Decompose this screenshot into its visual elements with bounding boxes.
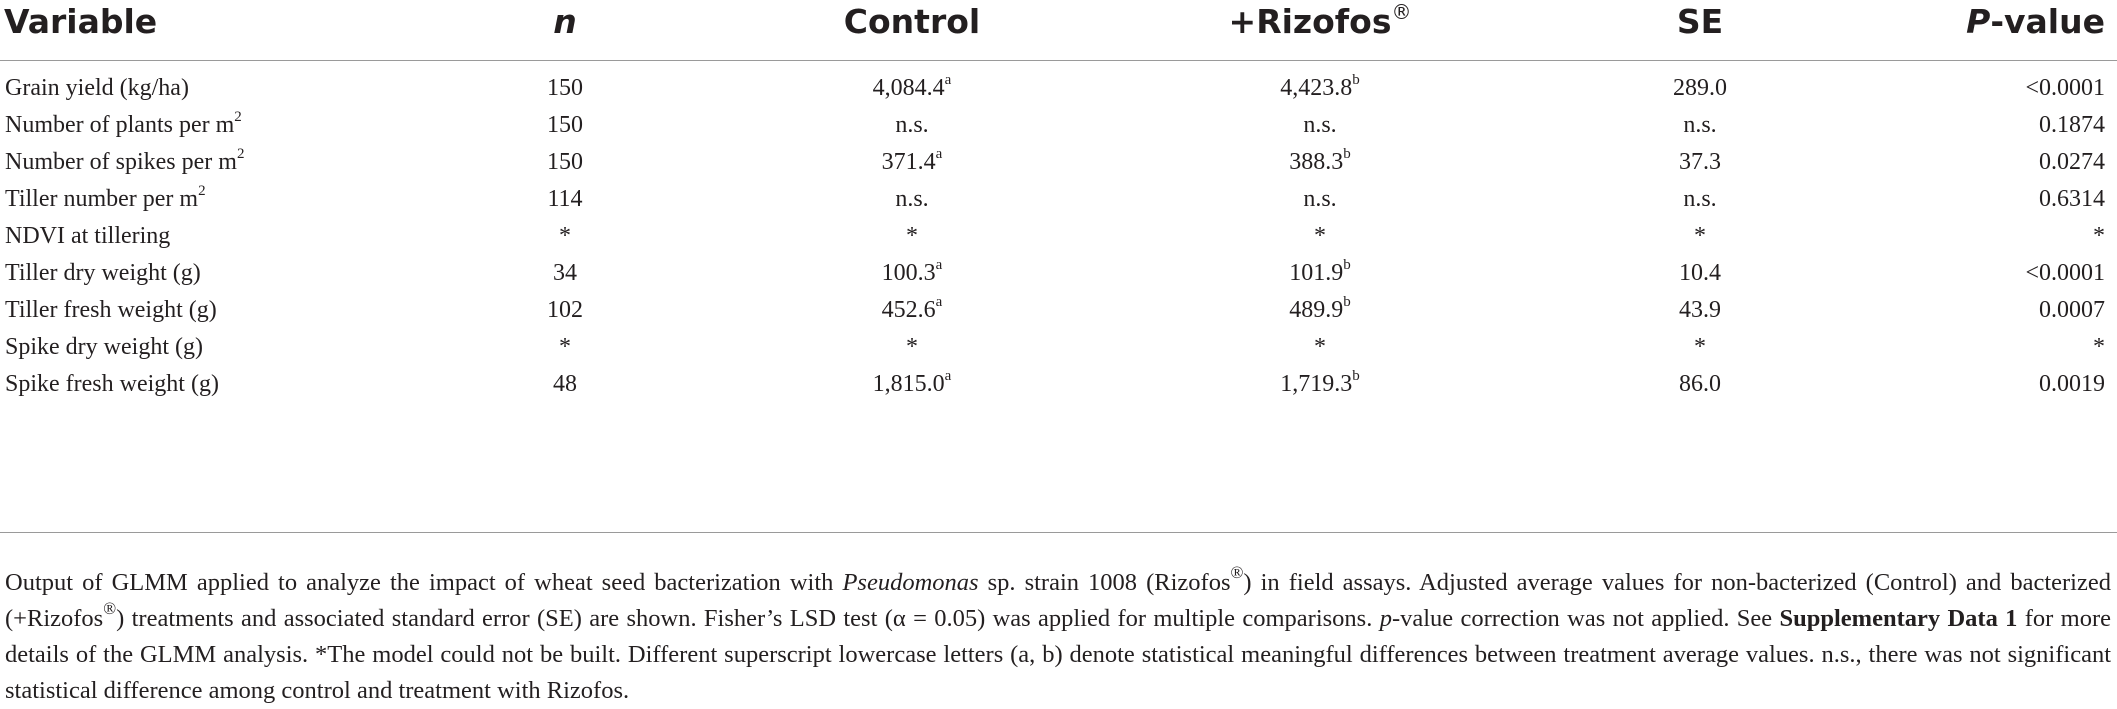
cell-variable-value: Spike fresh weight (g) [5,371,219,397]
cell-variable [5,332,203,362]
cell-control-value: * [906,334,918,360]
cell-variable-value: Tiller dry weight (g) [5,260,201,286]
cell-control-superscript: a [935,146,943,162]
cell-p-value: <0.0001 [2025,260,2105,286]
cell-p-value: 0.0274 [2039,149,2105,175]
cell-p [2039,110,2105,140]
cell-rizofos [1289,147,1351,177]
cell-se-value: 43.9 [1679,297,1721,323]
cell-variable-superscript: 2 [234,109,242,125]
cell-variable-value: Tiller number per m [5,186,199,212]
cell-n-value: * [559,223,571,249]
cell-p [2025,73,2105,103]
bottom-rule [0,532,2117,533]
cell-control [906,332,918,362]
cell-p-value: <0.0001 [2025,75,2105,101]
cell-control-value: 4,084.4 [872,75,945,101]
cell-se [1679,147,1721,177]
cell-se [1694,221,1706,251]
cell-control-value: n.s. [895,186,929,212]
cell-control-value: 1,815.0 [872,371,945,397]
cell-control [906,221,918,251]
cell-n-value: 150 [547,112,583,138]
cell-control [873,369,952,399]
cell-variable-value: NDVI at tillering [5,223,171,249]
cell-se [1694,332,1706,362]
cell-p [2039,295,2105,325]
caption-text-9: for more details of the GLMM analysis. *The model could not be built. Different superscript lowercase letters (a, b) denote statistical meaningful differences between treatment average values. n.s., there was not significant statistical difference among control and treatment with Rizofos. [5,604,2111,704]
cell-rizofos [1289,258,1351,288]
cell-p-value: 0.1874 [2039,112,2105,138]
cell-control-superscript: a [944,72,952,88]
cell-p [2039,184,2105,214]
cell-p [2025,258,2105,288]
cell-control-superscript: a [935,294,943,310]
cell-se [1679,369,1721,399]
cell-control [895,110,928,140]
cell-rizofos [1303,184,1336,214]
cell-rizofos [1280,369,1360,399]
cell-se-value: 289.0 [1673,75,1727,101]
cell-control-value: 100.3 [881,260,936,286]
cell-n-value: 48 [553,371,577,397]
caption-reg-1: ® [1230,563,1244,583]
caption-reg-2: ® [103,599,117,619]
cell-control-value: n.s. [895,112,929,138]
caption-p: p [1379,604,1392,632]
cell-rizofos-value: * [1314,223,1326,249]
cell-rizofos-value: * [1314,334,1326,360]
header-pvalue-rest: -value [1990,2,2105,41]
cell-se [1683,110,1716,140]
cell-rizofos-value: n.s. [1303,112,1337,138]
cell-p-value: 0.6314 [2039,186,2105,212]
caption-species: Pseudomonas [842,568,979,596]
cell-n-value: 114 [547,186,583,212]
registered-mark: ® [1391,0,1412,24]
cell-variable [5,258,201,288]
cell-se [1673,73,1727,103]
cell-n-value: 150 [547,149,583,175]
cell-n-value: 34 [553,260,577,286]
cell-rizofos-superscript: b [1343,294,1351,310]
header-variable: Variable [4,2,158,41]
cell-variable-value: Number of plants per m [5,112,235,138]
cell-n [547,73,583,103]
table-caption [5,565,2111,709]
cell-rizofos-superscript: b [1343,257,1351,273]
cell-variable [5,184,206,214]
cell-p [2039,369,2105,399]
cell-control [882,258,943,288]
cell-se-value: n.s. [1683,186,1717,212]
header-rizofos [1229,0,1412,52]
cell-variable-value: Tiller fresh weight (g) [5,297,217,323]
cell-rizofos [1314,221,1326,251]
cell-variable-superscript: 2 [198,183,206,199]
cell-variable [5,221,170,251]
cell-rizofos-value: 101.9 [1289,260,1344,286]
cell-rizofos-value: n.s. [1303,186,1337,212]
cell-variable-superscript: 2 [236,146,245,162]
cell-se-value: * [1694,223,1706,249]
cell-se [1679,295,1721,325]
cell-variable-value: Number of spikes per m [5,149,237,175]
cell-n-value: 102 [547,297,583,323]
cell-p [2093,221,2105,251]
cell-p-value: 0.0019 [2039,371,2105,397]
cell-se-value: n.s. [1683,112,1717,138]
cell-control [895,184,928,214]
header-rizofos-label: +Rizofos [1228,2,1392,41]
cell-variable-value: Spike dry weight (g) [5,334,203,360]
cell-se-value: 37.3 [1679,149,1721,175]
caption-text-4: ) in field assays. Adjusted average values for non-bacterized (Control) and bacterized (+Rizofos [5,568,2111,632]
cell-n [559,332,571,362]
cell-rizofos-superscript: b [1352,72,1360,88]
cell-n [547,110,583,140]
cell-n [553,258,577,288]
cell-variable [5,369,219,399]
cell-variable [5,110,242,140]
cell-rizofos [1303,110,1336,140]
cell-n [559,221,571,251]
cell-n-value: * [559,334,571,360]
header-pvalue [1966,0,2105,52]
header-n: n [553,2,577,41]
cell-control [882,147,943,177]
caption-text-5: ) treatments and associated standard error (SE) are shown. Fisher’s LSD test (α = 0.05) was applied for multiple comparisons. [116,604,1380,632]
cell-se [1683,184,1716,214]
cell-se-value: 10.4 [1679,260,1721,286]
header-se: SE [1676,2,1724,41]
cell-control-superscript: a [944,368,952,384]
cell-control-superscript: a [935,257,943,273]
cell-p-value: * [2093,334,2105,360]
cell-se-value: 86.0 [1679,371,1721,397]
cell-n [553,369,577,399]
cell-p [2039,147,2105,177]
header-pvalue-p: P [1966,2,1991,41]
cell-variable [5,295,217,325]
cell-rizofos-superscript: b [1352,368,1360,384]
cell-rizofos [1314,332,1326,362]
cell-rizofos-value: 1,719.3 [1280,371,1353,397]
cell-rizofos-value: 388.3 [1289,149,1344,175]
cell-control-value: * [906,223,918,249]
caption-supp-link[interactable]: Supplementary Data 1 [1779,604,2018,632]
cell-control-value: 452.6 [881,297,936,323]
cell-control [882,295,943,325]
cell-variable [5,73,189,103]
cell-n [547,147,583,177]
caption-text-3: sp. strain 1008 (Rizofos [978,568,1231,596]
cell-rizofos [1280,73,1360,103]
cell-n-value: 150 [547,75,583,101]
cell-n [547,184,582,214]
cell-variable [5,147,244,177]
cell-rizofos-superscript: b [1343,146,1351,162]
cell-p [2093,332,2105,362]
cell-se-value: * [1694,334,1706,360]
cell-rizofos-value: 489.9 [1289,297,1344,323]
header-rule [0,60,2117,61]
caption-text-1: Output of GLMM applied to analyze the impact of wheat seed bacterization with [5,568,843,596]
cell-control [873,73,952,103]
cell-rizofos [1289,295,1351,325]
cell-p-value: 0.0007 [2039,297,2105,323]
cell-se [1679,258,1721,288]
cell-n [547,295,583,325]
header-control: Control [843,2,981,41]
cell-variable-value: Grain yield (kg/ha) [5,75,189,101]
cell-rizofos-value: 4,423.8 [1280,75,1353,101]
cell-control-value: 371.4 [881,149,936,175]
caption-text-7: -value correction was not applied. See [1391,604,1780,632]
cell-p-value: * [2093,223,2105,249]
